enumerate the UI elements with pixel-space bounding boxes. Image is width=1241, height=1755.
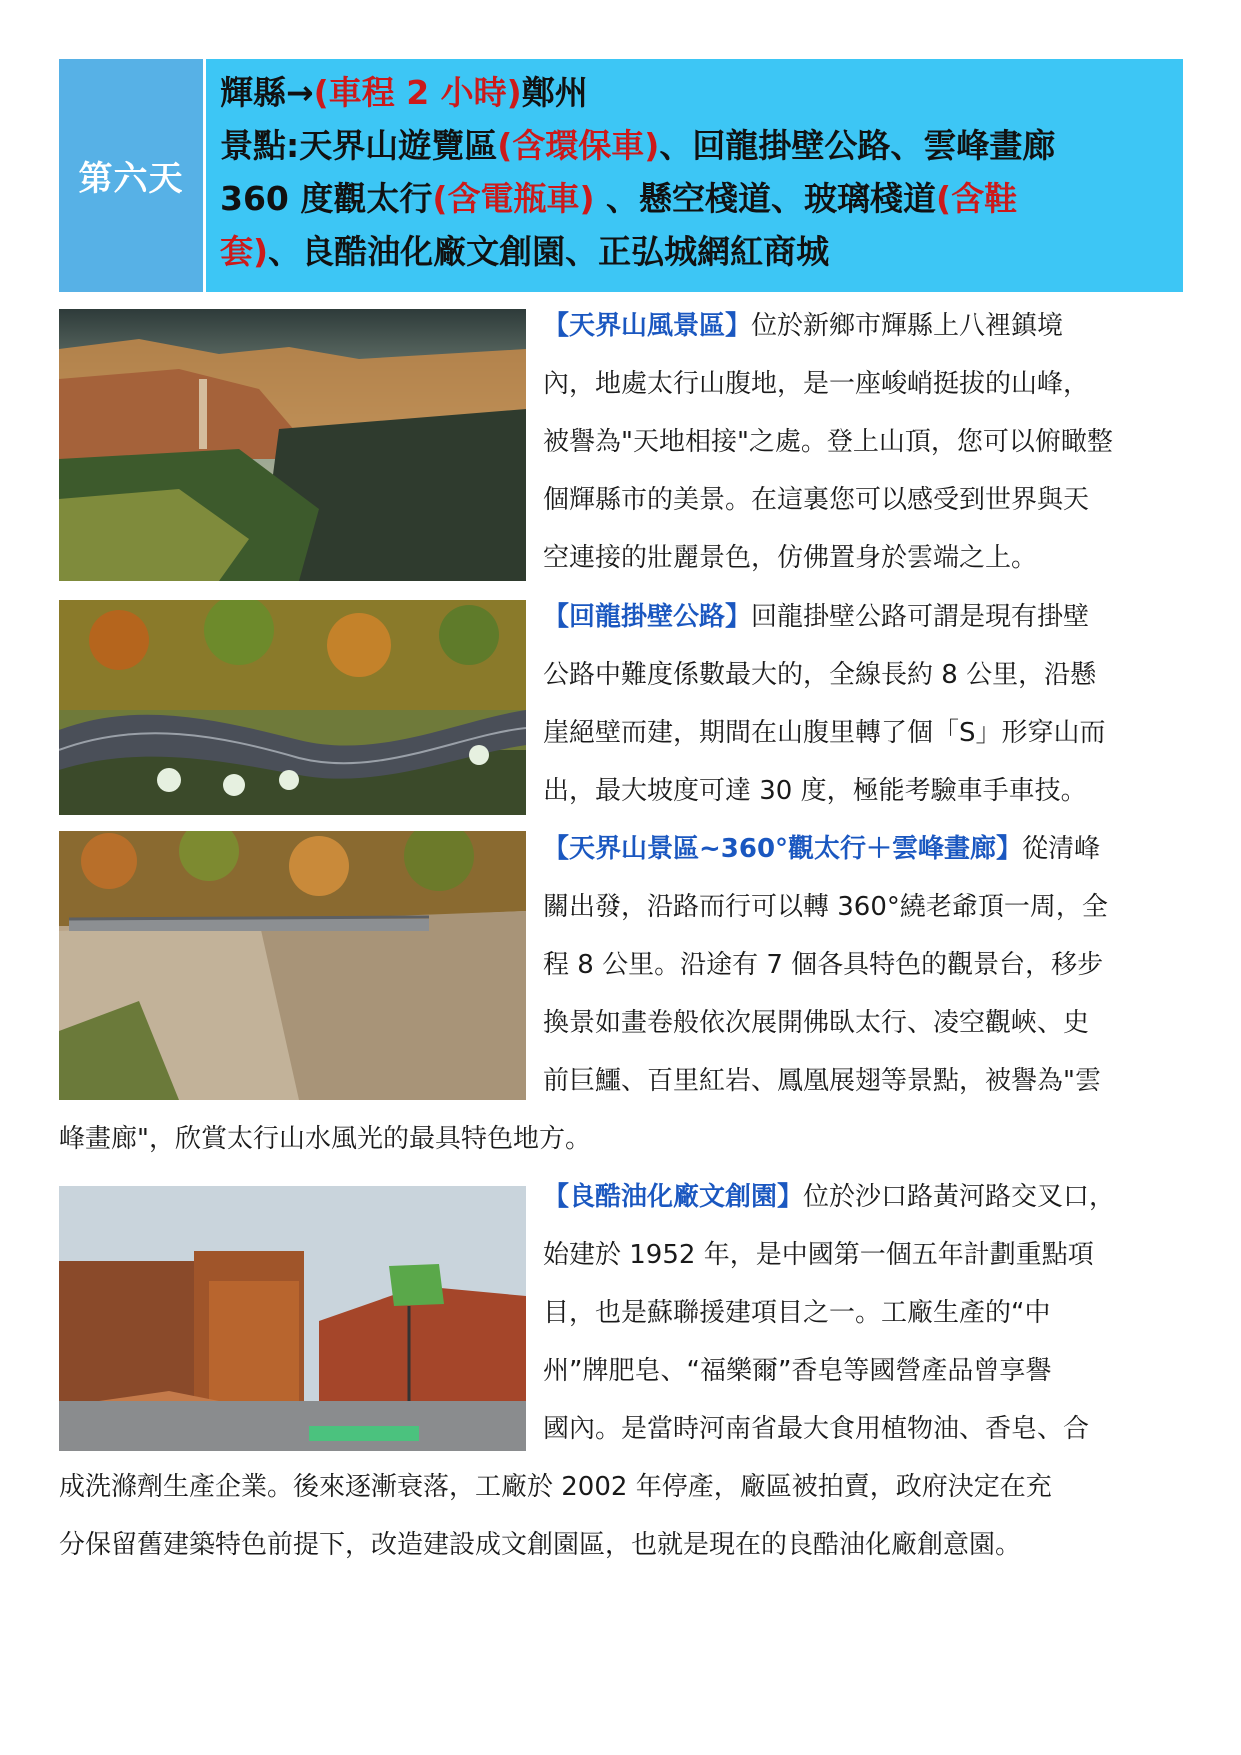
section-cliff-road	[543, 588, 1183, 820]
section-360-tail	[59, 1110, 1189, 1168]
section-text-line: 前巨鱷、百里紅岩、鳳凰展翅等景點，被譽為"雲	[543, 1066, 1101, 1096]
oil-factory-photo	[59, 1186, 526, 1451]
spots-line-2	[220, 172, 1183, 225]
section-text-line: 內，地處太行山腹地，是一座峻峭挺拔的山峰，	[543, 369, 1090, 399]
section-text-line: 個輝縣市的美景。在這裏您可以感受到世界與天	[543, 485, 1090, 515]
drive-time: (車程 2 小時)	[313, 73, 522, 112]
section-text-line: 位於新鄉市輝縣上八裡鎮境	[751, 311, 1064, 341]
section-title: 【回龍掛壁公路】	[543, 602, 752, 632]
section-text-line: 換景如畫卷般依次展開佛臥太行、凌空觀峽、史	[543, 1008, 1090, 1038]
spots-rest: 、回龍掛壁公路、雲峰畫廊	[659, 126, 1056, 165]
section-tianjie	[543, 297, 1183, 587]
spots-highlight: 套)	[220, 232, 269, 271]
cliff-road-photo	[59, 600, 526, 815]
spots-line-1	[220, 119, 1183, 172]
spots-line-3	[220, 225, 1183, 278]
section-text-line: 崖絕壁而建，期間在山腹里轉了個「S」形穿山而	[543, 718, 1106, 748]
section-text-line: 峰畫廊"，欣賞太行山水風光的最具特色地方。	[59, 1124, 591, 1154]
section-text-line: 出，最大坡度可達 30 度，極能考驗車手車技。	[543, 776, 1087, 806]
route-line	[220, 66, 1183, 119]
section-title: 【良酷油化廠文創園】	[543, 1182, 804, 1212]
section-text-line: 回龍掛壁公路可謂是現有掛壁	[751, 602, 1090, 632]
section-text-line: 位於沙口路黃河路交叉口，	[803, 1182, 1116, 1212]
section-text-line: 關出發，沿路而行可以轉 360°繞老爺頂一周，全	[543, 892, 1108, 922]
spots-prefix: 景點:天界山遊覽區	[220, 126, 498, 165]
plank-walkway-photo	[59, 831, 526, 1100]
section-text-line: 被譽為"天地相接"之處。登上山頂，您可以俯瞰整	[543, 427, 1113, 457]
tianjie-mountain-photo	[59, 309, 526, 581]
section-text-line: 程 8 公里。沿途有 7 個各具特色的觀景台，移步	[543, 950, 1104, 980]
spots-highlight: (含環保車)	[497, 126, 660, 165]
spots-highlight: (含鞋	[936, 179, 1018, 218]
route-from: 輝縣→	[220, 73, 314, 112]
route-to: 鄭州	[521, 73, 588, 112]
spots-highlight: (含電瓶車)	[432, 179, 595, 218]
section-text-line: 從清峰	[1022, 834, 1101, 864]
section-text-line: 國內。是當時河南省最大食用植物油、香皂、合	[543, 1414, 1090, 1444]
section-title: 【天界山景區~360°觀太行＋雲峰畫廊】	[543, 834, 1023, 864]
spots-prefix: 360 度觀太行	[220, 179, 433, 218]
section-text-line: 目，也是蘇聯援建項目之一。工廠生產的“中	[543, 1298, 1051, 1328]
section-text-line: 始建於 1952 年，是中國第一個五年計劃重點項	[543, 1240, 1094, 1270]
day-label-cell	[59, 59, 203, 292]
spots-rest: 、良酷油化廠文創園、正弘城網紅商城	[268, 232, 830, 271]
section-text-line: 分保留舊建築特色前提下，改造建設成文創園區，也就是現在的良酷油化廠創意園。	[59, 1530, 1022, 1560]
section-oil-factory	[543, 1168, 1183, 1458]
spots-mid: 、懸空棧道、玻璃棧道	[594, 179, 937, 218]
route-info	[203, 59, 1183, 292]
section-title: 【天界山風景區】	[543, 311, 752, 341]
section-text-line: 州”牌肥皂、“福樂爾”香皂等國營產品曾享譽	[543, 1356, 1052, 1386]
section-360-taihang	[543, 820, 1183, 1110]
section-oil-factory-tail	[59, 1458, 1189, 1574]
itinerary-header	[59, 59, 1183, 292]
section-text-line: 公路中難度係數最大的，全線長約 8 公里，沿懸	[543, 660, 1097, 690]
day-label: 第六天	[78, 159, 184, 199]
section-text-line: 成洗滌劑生產企業。後來逐漸衰落，工廠於 2002 年停產，廠區被拍賣，政府決定在充	[59, 1472, 1052, 1502]
section-text-line: 空連接的壯麗景色，仿佛置身於雲端之上。	[543, 543, 1038, 573]
